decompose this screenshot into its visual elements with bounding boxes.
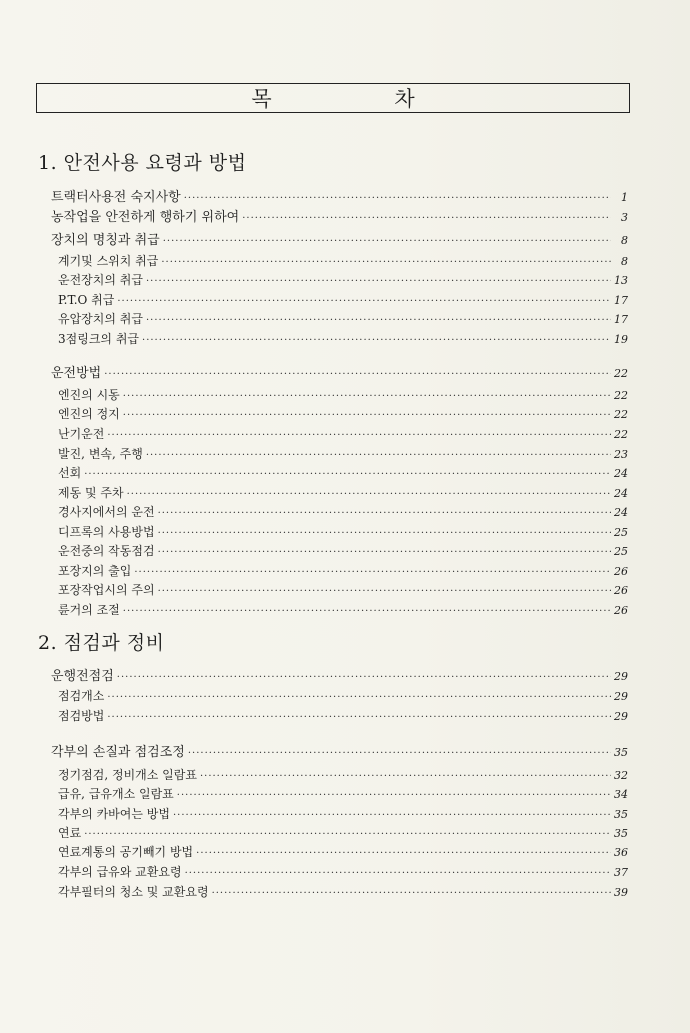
toc-entry-page: 1 (621, 191, 628, 204)
dot-leader (84, 827, 611, 843)
toc-entry-label: 급유, 급유개소 일람표 (58, 787, 174, 801)
toc-entry (51, 233, 628, 249)
toc-entry-page: 34 (614, 788, 628, 801)
dot-leader (117, 294, 611, 310)
toc-entry-label: 포장작업시의 주의 (58, 583, 155, 597)
toc-entry-page: 24 (614, 467, 628, 480)
toc-entry-page: 24 (614, 506, 628, 519)
toc-entry (58, 253, 628, 269)
toc-entry (58, 485, 628, 501)
toc-entry (51, 210, 628, 226)
dot-leader (146, 448, 611, 464)
dot-leader (146, 313, 611, 329)
toc-entry-label: 경사지에서의 운전 (58, 505, 155, 519)
toc-entry-page: 29 (614, 670, 628, 683)
dot-leader (123, 389, 611, 405)
toc-entry-page: 25 (614, 545, 628, 558)
toc-title-box (36, 83, 630, 113)
toc-entry (58, 806, 628, 822)
dot-leader (158, 584, 611, 600)
toc-entry (58, 504, 628, 520)
toc-entry-page: 35 (614, 746, 628, 759)
toc-entry-page: 19 (614, 333, 628, 346)
toc-entry (58, 446, 628, 462)
toc-entry-page: 26 (614, 565, 628, 578)
toc-entry (51, 366, 628, 382)
toc-entry-page: 37 (614, 866, 628, 879)
toc-entry (58, 387, 628, 403)
toc-entry-label: 각부필터의 청소 및 교환요령 (58, 885, 209, 899)
section-heading-2: 2. 점검과 정비 (38, 632, 165, 654)
toc-entry-page: 8 (621, 255, 628, 268)
toc-entry-page: 29 (614, 690, 628, 703)
toc-entry-label: P.T.O 취급 (58, 293, 115, 307)
toc-entry (58, 602, 628, 618)
toc-entry-label: 운전방법 (51, 366, 102, 381)
dot-leader (177, 788, 611, 804)
toc-entry-label: 점검방법 (58, 709, 105, 723)
toc-entry-label: 발진, 변속, 주행 (58, 447, 143, 461)
toc-entry-label: 각부의 카바여는 방법 (58, 807, 170, 821)
toc-entry-label: 연료 (58, 826, 82, 840)
toc-entry-page: 26 (614, 584, 628, 597)
dot-leader (196, 846, 611, 862)
toc-entry (58, 825, 628, 841)
dot-leader (104, 367, 611, 383)
toc-entry-page: 36 (614, 846, 628, 859)
dot-leader (242, 211, 611, 227)
toc-entry (58, 543, 628, 559)
toc-entry (58, 786, 628, 802)
toc-entry-page: 13 (614, 274, 628, 287)
toc-entry-label: 농작업을 안전하게 행하기 위하여 (51, 210, 240, 225)
toc-entry-label: 엔진의 정지 (58, 407, 120, 421)
toc-entry (58, 582, 628, 598)
toc-entry-label: 제동 및 주차 (58, 486, 124, 500)
dot-leader (142, 333, 611, 349)
toc-entry (58, 465, 628, 481)
toc-entry (58, 292, 628, 308)
toc-entry (58, 331, 628, 347)
toc-entry-label: 계기및 스위치 취급 (58, 254, 159, 268)
toc-entry-label: 연료계통의 공기빼기 방법 (58, 845, 194, 859)
dot-leader (173, 808, 611, 824)
toc-title: 목 차 (251, 87, 473, 111)
toc-entry-label: 트랙터사용전 숙지사항 (51, 190, 181, 205)
toc-entry-label: 정기점검, 정비개소 일람표 (58, 768, 197, 782)
toc-entry (58, 767, 628, 783)
toc-entry-page: 22 (614, 408, 628, 421)
toc-entry (58, 708, 628, 724)
dot-leader (158, 506, 611, 522)
section-heading-1: 1. 안전사용 요령과 방법 (38, 152, 247, 174)
toc-entry-label: 난기운전 (58, 427, 105, 441)
toc-entry-label: 포장지의 출입 (58, 564, 132, 578)
dot-leader (200, 769, 611, 785)
toc-entry-label: 운행전점검 (51, 669, 114, 684)
toc-entry (58, 884, 628, 900)
dot-leader (158, 526, 611, 542)
toc-entry-page: 35 (614, 808, 628, 821)
dot-leader (158, 545, 611, 561)
toc-entry-label: 디프록의 사용방법 (58, 525, 155, 539)
toc-entry-label: 3점링크의 취급 (58, 332, 140, 346)
dot-leader (188, 746, 611, 762)
toc-entry-label: 륜거의 조절 (58, 603, 120, 617)
toc-entry-page: 23 (614, 448, 628, 461)
toc-entry (58, 864, 628, 880)
toc-entry (51, 669, 628, 685)
dot-leader (185, 866, 611, 882)
toc-entry-label: 선회 (58, 466, 82, 480)
toc-entry (58, 563, 628, 579)
toc-entry-page: 22 (614, 428, 628, 441)
dot-leader (127, 487, 611, 503)
dot-leader (107, 690, 611, 706)
dot-leader (123, 408, 611, 424)
toc-entry-page: 3 (621, 211, 628, 224)
dot-leader (134, 565, 611, 581)
toc-entry-page: 29 (614, 710, 628, 723)
dot-leader (161, 255, 611, 271)
dot-leader (212, 886, 611, 902)
toc-entry-page: 8 (621, 234, 628, 247)
toc-entry-page: 17 (614, 294, 628, 307)
toc-entry-page: 24 (614, 487, 628, 500)
toc-entry (58, 524, 628, 540)
toc-entry-page: 22 (614, 389, 628, 402)
toc-entry (58, 406, 628, 422)
toc-entry (58, 688, 628, 704)
toc-entry-page: 39 (614, 886, 628, 899)
toc-entry-page: 25 (614, 526, 628, 539)
toc-entry-page: 17 (614, 313, 628, 326)
dot-leader (107, 710, 611, 726)
toc-entry-label: 운전장치의 취급 (58, 273, 143, 287)
toc-entry-label: 점검개소 (58, 689, 105, 703)
toc-entry (51, 190, 628, 206)
toc-entry (58, 272, 628, 288)
toc-entry-label: 각부의 급유와 교환요령 (58, 865, 182, 879)
toc-entry (58, 844, 628, 860)
toc-entry-page: 22 (614, 367, 628, 380)
toc-entry-page: 35 (614, 827, 628, 840)
toc-entry (51, 745, 628, 761)
toc-entry-label: 운전중의 작동점검 (58, 544, 155, 558)
toc-entry-label: 유압장치의 취급 (58, 312, 143, 326)
toc-entry-label: 장치의 명칭과 취급 (51, 233, 160, 248)
dot-leader (184, 191, 611, 207)
toc-entry-page: 32 (614, 769, 628, 782)
toc-entry-label: 엔진의 시동 (58, 388, 120, 402)
dot-leader (107, 428, 611, 444)
dot-leader (123, 604, 611, 620)
toc-entry (58, 311, 628, 327)
dot-leader (146, 274, 611, 290)
dot-leader (117, 670, 611, 686)
dot-leader (163, 234, 611, 250)
toc-entry-label: 각부의 손질과 점검조정 (51, 745, 185, 760)
dot-leader (84, 467, 611, 483)
toc-entry (58, 426, 628, 442)
toc-entry-page: 26 (614, 604, 628, 617)
